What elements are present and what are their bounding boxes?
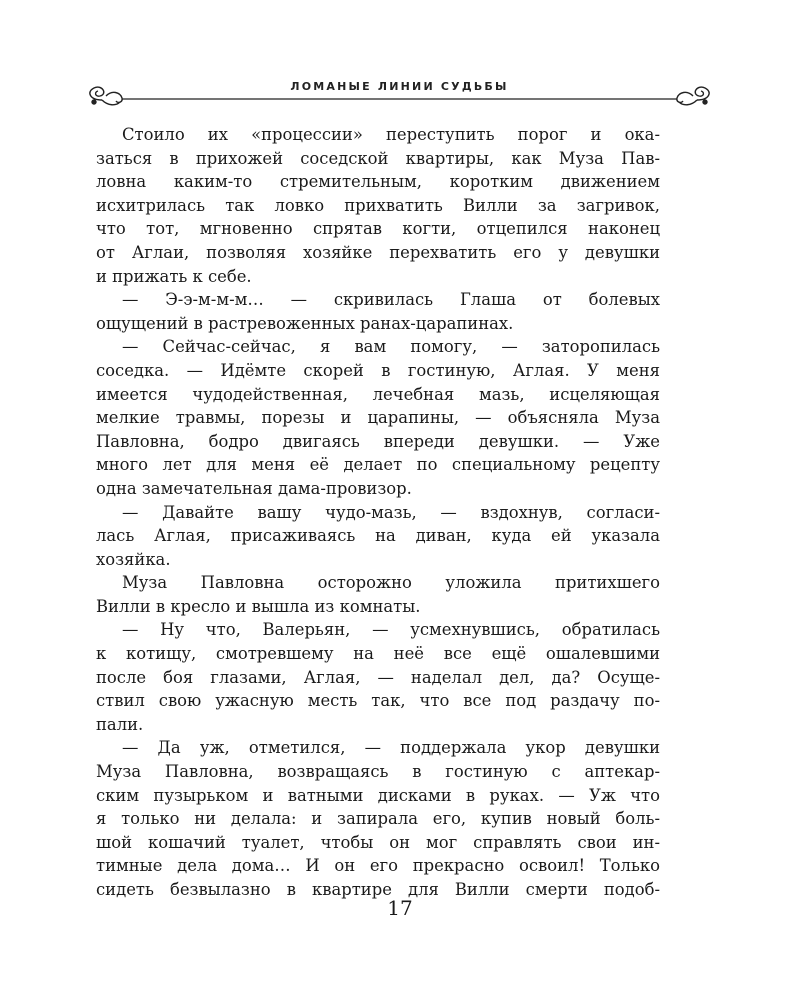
text-line: Вилли в кресло и вышла из комнаты. [96,596,421,616]
body-text [96,123,660,902]
text-line: Павловна, бодро двигаясь впереди девушки. — Уже [96,431,660,451]
text-line: тимные дела дома… И он его прекрасно освоил! Только [96,856,660,876]
running-header [82,72,717,120]
text-line: — Давайте вашу чудо-мазь, — вздохнув, согласи- [122,502,660,522]
text-line: имеется чудодейственная, лечебная мазь, исцеляющая [96,384,660,404]
text-line: ловна каким-то стремительным, коротким движением [96,172,660,192]
text-line: соседка. — Идёмте скорей в гостиную, Аглая. У меня [96,360,660,380]
text-line: я только ни делала: и запирала его, купив новый боль- [96,809,660,829]
text-line: и прижать к себе. [96,266,252,286]
page-number: 17 [387,896,413,920]
text-line: Стоило их «процессии» переступить порог и ока- [122,125,660,144]
running-title: ЛОМАНЫЕ ЛИНИИ СУДЬБЫ [290,80,509,93]
text-line: — Сейчас-сейчас, я вам помогу, — заторопилась [122,337,660,357]
text-line: мелкие травмы, порезы и царапины, — объясняла Муза [96,408,660,428]
text-line: ским пузырьком и ватными дисками в руках. — Уж что [96,785,660,805]
text-line: — Э-э-м-м-м… — скривилась Глаша от болевых [122,290,660,310]
text-line: пали. [96,714,144,734]
text-line: Муза Павловна, возвращаясь в гостиную с аптекар- [96,762,660,782]
text-line: — Да уж, отметился, — поддержала укор девушки [122,738,660,758]
text-line: шой кошачий туалет, чтобы он мог справлять свои ин- [96,832,660,852]
text-line: к котищу, смотревшему на неё все ещё ошалевшими [96,644,660,664]
text-line: после боя глазами, Аглая, — наделал дел, да? Осуще- [96,667,660,687]
text-line: ощущений в растревоженных ранах-царапинах. [96,313,514,333]
text-line: — Ну что, Валерьян, — усмехнувшись, обратилась [122,620,660,640]
text-line: от Аглаи, позволяя хозяйке перехватить его у девушки [96,242,660,262]
text-line: много лет для меня её делает по специальному рецепту [96,455,660,475]
text-line: ствил свою ужасную месть так, что все под раздачу по- [96,691,660,711]
text-line: одна замечательная дама-провизор. [96,478,412,498]
text-line: что тот, мгновенно спрятав когти, отцепился наконец [96,219,660,239]
text-line: Муза Павловна осторожно уложила притихшего [122,573,660,593]
text-line: заться в прихожей соседской квартиры, как Муза Пав- [96,148,660,168]
text-line: хозяйка. [96,549,171,569]
text-line: лась Аглая, присаживаясь на диван, куда ей указала [96,526,660,546]
text-line: сидеть безвылазно в квартире для Вилли смерти подоб- [96,880,660,899]
text-line: исхитрилась так ловко прихватить Вилли за загривок, [96,195,660,215]
